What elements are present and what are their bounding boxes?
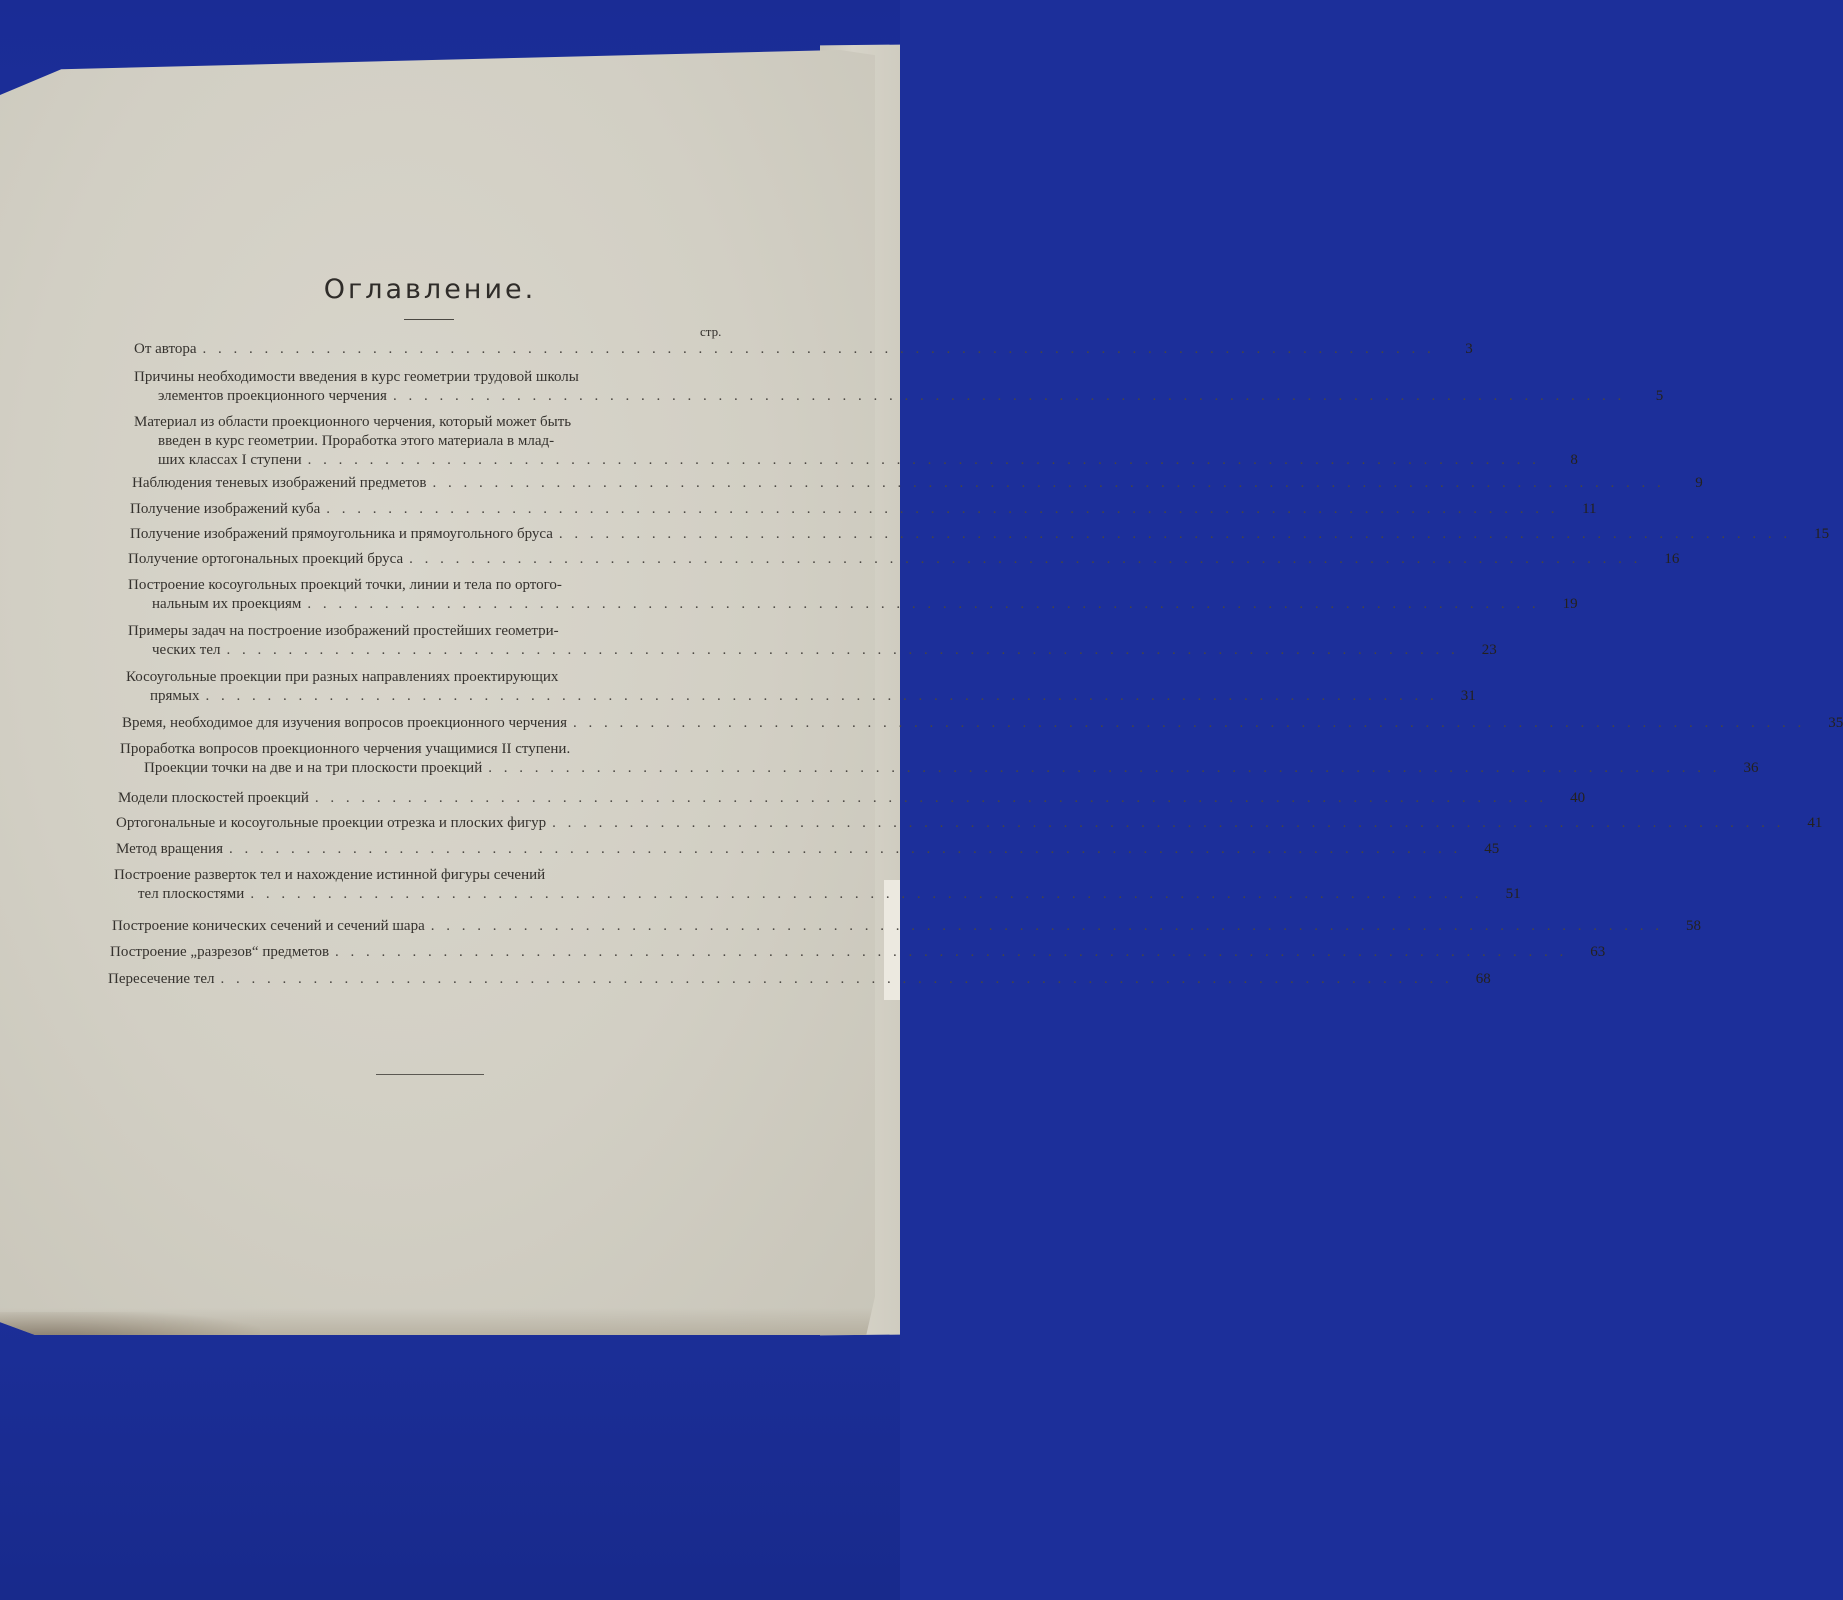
toc-entry — [116, 840, 1500, 859]
toc-entry-line: Получение ортогональных проекций бруса — [128, 551, 404, 567]
dot-leader: . . . . . . . . . . . . . . . . . . . . . . . . . . . . . . . . . . . . . . . . . . . . . . . . . . . . . . . . . . . . . . . . . . . . . . . . . . . . . . . . — [552, 815, 1785, 831]
toc-entry — [128, 622, 1497, 660]
toc-entry-line: ческих тел — [152, 642, 221, 658]
dot-leader: . . . . . . . . . . . . . . . . . . . . . . . . . . . . . . . . . . . . . . . . . . . . . . . . . . . . . . . . . . . . . . . . . . . . . . . . . . . . . . . . — [226, 642, 1459, 658]
toc-entry — [134, 340, 1473, 359]
toc-entry-page-number: 40 — [1570, 790, 1586, 806]
toc-entry-line: Время, необходимое для изучения вопросов проекционного черчения — [122, 715, 567, 731]
toc-entry-line: Косоугольные проекции при разных направлениях проектирующих — [126, 669, 559, 685]
toc-entry-page-number: 41 — [1807, 815, 1823, 831]
dot-leader: . . . . . . . . . . . . . . . . . . . . . . . . . . . . . . . . . . . . . . . . . . . . . . . . . . . . . . . . . . . . . . . . . . . . . . . . . . . . . . . . — [250, 886, 1483, 902]
toc-entry-page-number: 3 — [1465, 341, 1473, 357]
page-column-label: стр. — [700, 324, 722, 339]
toc-entry — [134, 413, 1578, 470]
dot-leader: . . . . . . . . . . . . . . . . . . . . . . . . . . . . . . . . . . . . . . . . . . . . . . . . . . . . . . . . . . . . . . . . . . . . . . . . . . . . . . . . — [573, 715, 1806, 731]
toc-entry — [128, 550, 1680, 569]
toc-entry-line: элементов проекционного черчения — [158, 388, 387, 404]
toc-entry — [128, 576, 1578, 614]
toc-entry-line: прямых — [150, 688, 200, 704]
toc-entry — [126, 668, 1476, 706]
toc-entry-page-number: 23 — [1481, 642, 1497, 658]
dot-leader: . . . . . . . . . . . . . . . . . . . . . . . . . . . . . . . . . . . . . . . . . . . . . . . . . . . . . . . . . . . . . . . . . . . . . . . . . . . . . . . . — [220, 971, 1453, 987]
toc-entry — [120, 740, 1759, 778]
toc-entry — [134, 368, 1664, 406]
toc-entry — [112, 917, 1701, 936]
dot-leader: . . . . . . . . . . . . . . . . . . . . . . . . . . . . . . . . . . . . . . . . . . . . . . . . . . . . . . . . . . . . . . . . . . . . . . . . . . . . . . . . — [205, 688, 1438, 704]
toc-entry — [114, 866, 1521, 904]
dot-leader: . . . . . . . . . . . . . . . . . . . . . . . . . . . . . . . . . . . . . . . . . . . . . . . . . . . . . . . . . . . . . . . . . . . . . . . . . . . . . . . . — [430, 918, 1663, 934]
toc-entry-line: Построение косоугольных проекций точки, линии и тела по ортого- — [128, 577, 562, 593]
toc-entry-line: тел плоскостями — [138, 886, 245, 902]
toc-entry-page-number: 45 — [1484, 841, 1500, 857]
toc-entry — [130, 500, 1597, 519]
toc-entry-page-number: 8 — [1570, 452, 1578, 468]
toc-entry — [108, 970, 1491, 989]
end-divider — [376, 1074, 484, 1075]
toc-entry-page-number: 5 — [1655, 388, 1664, 404]
toc-entry-page-number: 58 — [1686, 918, 1701, 934]
toc-entry — [118, 789, 1586, 808]
toc-entry-line: От автора — [134, 341, 197, 357]
toc-entry-line: Модели плоскостей проекций — [118, 790, 309, 806]
toc-entry-line: Построение „разрезов“ предметов — [110, 944, 330, 960]
toc-entry-line: Построение разверток тел и нахождение истинной фигуры сечений — [114, 867, 546, 883]
toc-entry-line: Причины необходимости введения в курс геометрии трудовой школы — [134, 369, 579, 385]
dot-leader: . . . . . . . . . . . . . . . . . . . . . . . . . . . . . . . . . . . . . . . . . . . . . . . . . . . . . . . . . . . . . . . . . . . . . . . . . . . . . . . . — [326, 501, 1559, 517]
dot-leader: . . . . . . . . . . . . . . . . . . . . . . . . . . . . . . . . . . . . . . . . . . . . . . . . . . . . . . . . . . . . . . . . . . . . . . . . . . . . . . . . — [432, 475, 1665, 491]
toc-entry-line: Проработка вопросов проекционного черчения учащимися II ступени. — [120, 741, 571, 757]
toc-entry-line: Наблюдения теневых изображений предметов — [132, 475, 427, 491]
toc-entry-page-number: 68 — [1475, 971, 1491, 987]
toc-entry — [122, 714, 1843, 733]
dot-leader: . . . . . . . . . . . . . . . . . . . . . . . . . . . . . . . . . . . . . . . . . . . . . . . . . . . . . . . . . . . . . . . . . . . . . . . . . . . . . . . . — [202, 341, 1435, 357]
dot-leader: . . . . . . . . . . . . . . . . . . . . . . . . . . . . . . . . . . . . . . . . . . . . . . . . . . . . . . . . . . . . . . . . . . . . . . . . . . . . . . . . — [392, 388, 1626, 404]
toc-entry-page-number: 63 — [1590, 944, 1606, 960]
toc-entry-line: Получение изображений прямоугольника и прямоугольного бруса — [130, 526, 553, 542]
dot-leader: . . . . . . . . . . . . . . . . . . . . . . . . . . . . . . . . . . . . . . . . . . . . . . . . . . . . . . . . . . . . . . . . . . . . . . . . . . . . . . . . — [335, 944, 1568, 960]
toc-entry-line: Метод вращения — [116, 841, 224, 857]
toc-entry-line: ших классах I ступени — [158, 452, 302, 468]
toc-entry-page-number: 9 — [1695, 475, 1703, 491]
toc-entry-line: нальным их проекциям — [152, 596, 302, 612]
toc-entry-page-number: 36 — [1743, 760, 1759, 776]
toc-entry-line: Построение конических сечений и сечений шара — [112, 918, 425, 934]
toc-entry-page-number: 19 — [1562, 596, 1578, 612]
toc-entry-page-number: 35 — [1828, 715, 1843, 731]
toc-entry-page-number: 15 — [1814, 526, 1830, 542]
dot-leader: . . . . . . . . . . . . . . . . . . . . . . . . . . . . . . . . . . . . . . . . . . . . . . . . . . . . . . . . . . . . . . . . . . . . . . . . . . . . . . . . — [307, 596, 1540, 612]
toc-entry-line: Получение изображений куба — [130, 501, 321, 517]
toc-entry-page-number: 16 — [1664, 551, 1680, 567]
toc-entry-line: Примеры задач на построение изображений простейших геометри- — [128, 623, 559, 639]
dot-leader: . . . . . . . . . . . . . . . . . . . . . . . . . . . . . . . . . . . . . . . . . . . . . . . . . . . . . . . . . . . . . . . . . . . . . . . . . . . . . . . . — [409, 551, 1642, 567]
toc-entry-line: Проекции точки на две и на три плоскости проекций — [144, 760, 483, 776]
toc-entry-page-number: 31 — [1460, 688, 1476, 704]
dot-leader: . . . . . . . . . . . . . . . . . . . . . . . . . . . . . . . . . . . . . . . . . . . . . . . . . . . . . . . . . . . . . . . . . . . . . . . . . . . . . . . . — [558, 526, 1792, 542]
dot-leader: . . . . . . . . . . . . . . . . . . . . . . . . . . . . . . . . . . . . . . . . . . . . . . . . . . . . . . . . . . . . . . . . . . . . . . . . . . . . . . . . — [488, 760, 1721, 776]
toc-entry — [116, 814, 1823, 833]
toc-entry-line: введен в курс геометрии. Проработка этого материала в млад- — [158, 433, 555, 449]
toc-entry-line: Материал из области проекционного черчения, который может быть — [134, 414, 572, 430]
toc-entry-page-number: 51 — [1505, 886, 1521, 902]
toc-entry — [110, 943, 1606, 962]
toc-entry-line: Ортогональные и косоугольные проекции отрезка и плоских фигур — [116, 815, 547, 831]
dot-leader: . . . . . . . . . . . . . . . . . . . . . . . . . . . . . . . . . . . . . . . . . . . . . . . . . . . . . . . . . . . . . . . . . . . . . . . . . . . . . . . . — [314, 790, 1548, 806]
toc-entry-line: Пересечение тел — [108, 971, 215, 987]
dot-leader: . . . . . . . . . . . . . . . . . . . . . . . . . . . . . . . . . . . . . . . . . . . . . . . . . . . . . . . . . . . . . . . . . . . . . . . . . . . . . . . . — [307, 452, 1540, 468]
toc-entry-page-number: 11 — [1582, 501, 1597, 517]
toc-entry — [132, 474, 1703, 493]
dot-leader: . . . . . . . . . . . . . . . . . . . . . . . . . . . . . . . . . . . . . . . . . . . . . . . . . . . . . . . . . . . . . . . . . . . . . . . . . . . . . . . . — [229, 841, 1462, 857]
toc-title: Оглавление. — [323, 274, 537, 305]
toc-entry — [130, 525, 1830, 544]
